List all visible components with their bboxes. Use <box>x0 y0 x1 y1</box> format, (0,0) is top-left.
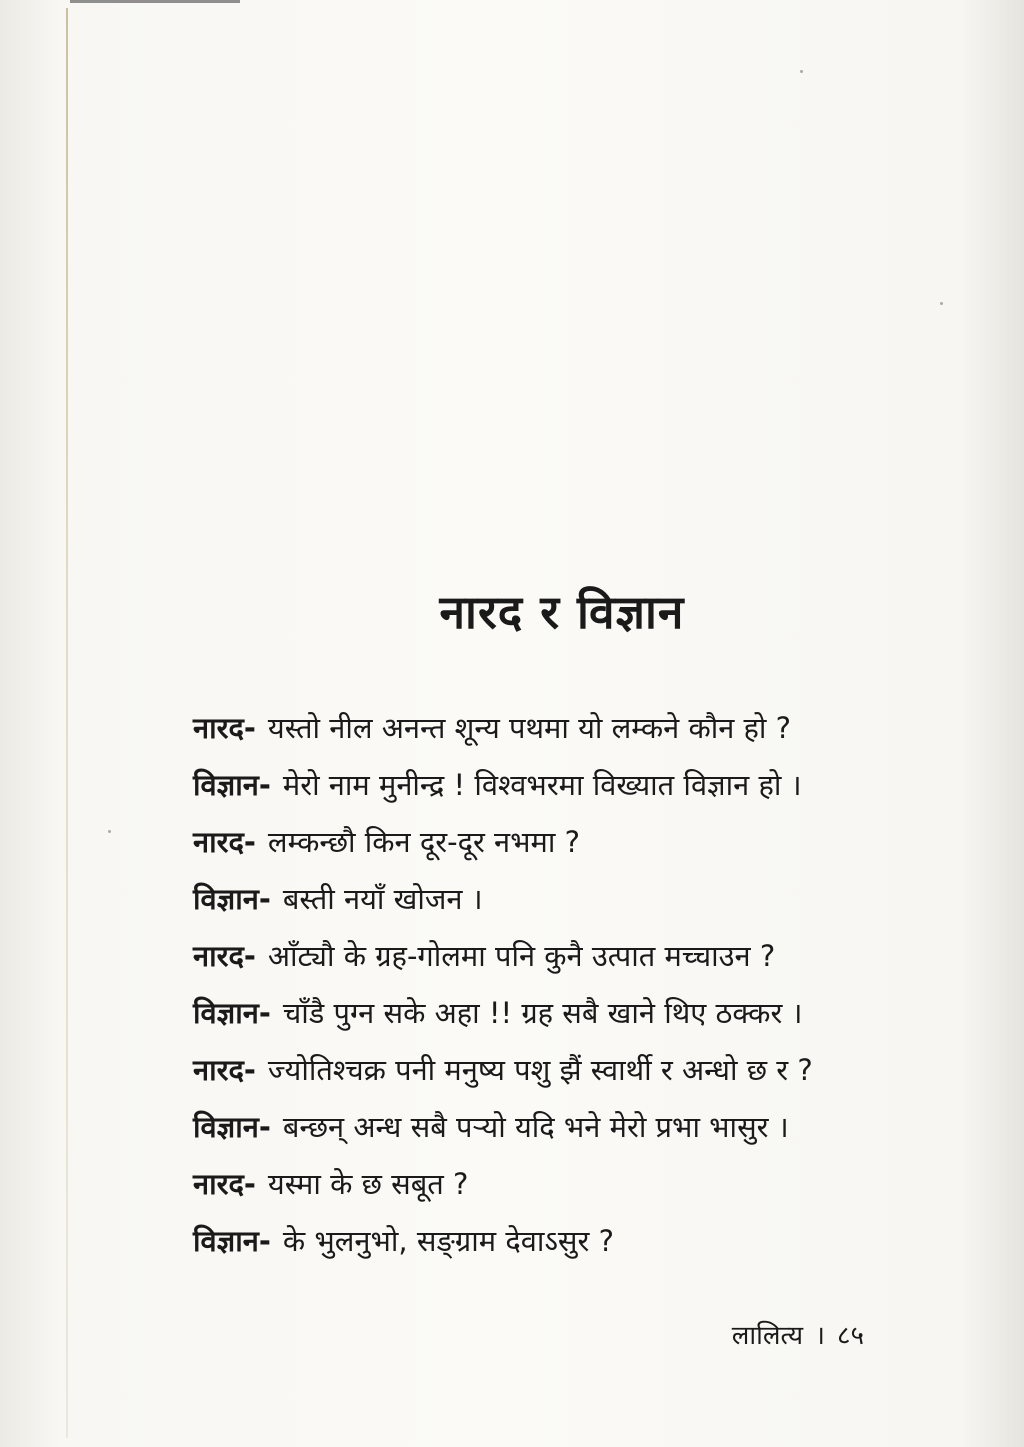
speaker-label: नारद- <box>193 1053 256 1087</box>
speaker-label: नारद- <box>193 825 256 859</box>
dialogue-line <box>193 700 913 757</box>
dialogue-text: लम्कन्छौ किन दूर-दूर नभमा ? <box>267 825 581 859</box>
speaker-label: विज्ञान- <box>193 768 271 802</box>
dialogue-line <box>193 757 913 814</box>
page-edge-top <box>70 0 240 3</box>
paper-speck <box>800 70 803 73</box>
speaker-label: विज्ञान- <box>193 882 271 916</box>
speaker-label: विज्ञान- <box>193 996 271 1030</box>
book-title: लालित्य <box>731 1321 804 1351</box>
dialogue-text: के भुलनुभो, सङ्ग्राम देवाऽसुर ? <box>282 1224 615 1258</box>
dialogue-line <box>193 985 913 1042</box>
paper-speck <box>108 830 111 833</box>
dialogue-line <box>193 871 913 928</box>
paper-speck <box>940 302 943 305</box>
speaker-label: नारद- <box>193 939 256 973</box>
speaker-label: विज्ञान- <box>193 1224 271 1258</box>
speaker-label: नारद- <box>193 1167 256 1201</box>
dialogue-line <box>193 928 913 985</box>
dialogue-line <box>193 814 913 871</box>
dialogue-text: बस्ती नयाँ खोजन । <box>282 882 483 916</box>
page-number: ८५ <box>836 1321 864 1351</box>
speaker-label: विज्ञान- <box>193 1110 271 1144</box>
dialogue-text: ज्योतिश्चक्र पनी मनुष्य पशु झैं स्वार्थी र अन्धो छ र ? <box>267 1053 813 1087</box>
dialogue-text: चाँडै पुग्न सके अहा !! ग्रह सबै खाने थिए ठक्कर । <box>282 996 803 1030</box>
dialogue-text: यस्तो नील अनन्त शून्य पथमा यो लम्कने कौन हो ? <box>267 711 792 745</box>
dialogue <box>193 700 913 1270</box>
speaker-label: नारद- <box>193 711 256 745</box>
dialogue-line <box>193 1099 913 1156</box>
page-edge-left <box>66 8 68 1438</box>
page-title: नारद र विज्ञान <box>439 585 685 639</box>
dialogue-text: मेरो नाम मुनीन्द्र ! विश्वभरमा विख्यात विज्ञान हो । <box>282 768 802 802</box>
dialogue-line <box>193 1213 913 1270</box>
dialogue-line <box>193 1042 913 1099</box>
dialogue-text: बन्छन् अन्ध सबै पऱ्यो यदि भने मेरो प्रभा भासुर । <box>282 1110 789 1144</box>
dialogue-text: यस्मा के छ सबूत ? <box>267 1167 469 1201</box>
footer-separator: । <box>815 1321 825 1351</box>
dialogue-text: आँट्यौ के ग्रह-गोलमा पनि कुनै उत्पात मच्चाउन ? <box>267 939 776 973</box>
page-footer <box>732 1316 864 1352</box>
dialogue-line <box>193 1156 913 1213</box>
